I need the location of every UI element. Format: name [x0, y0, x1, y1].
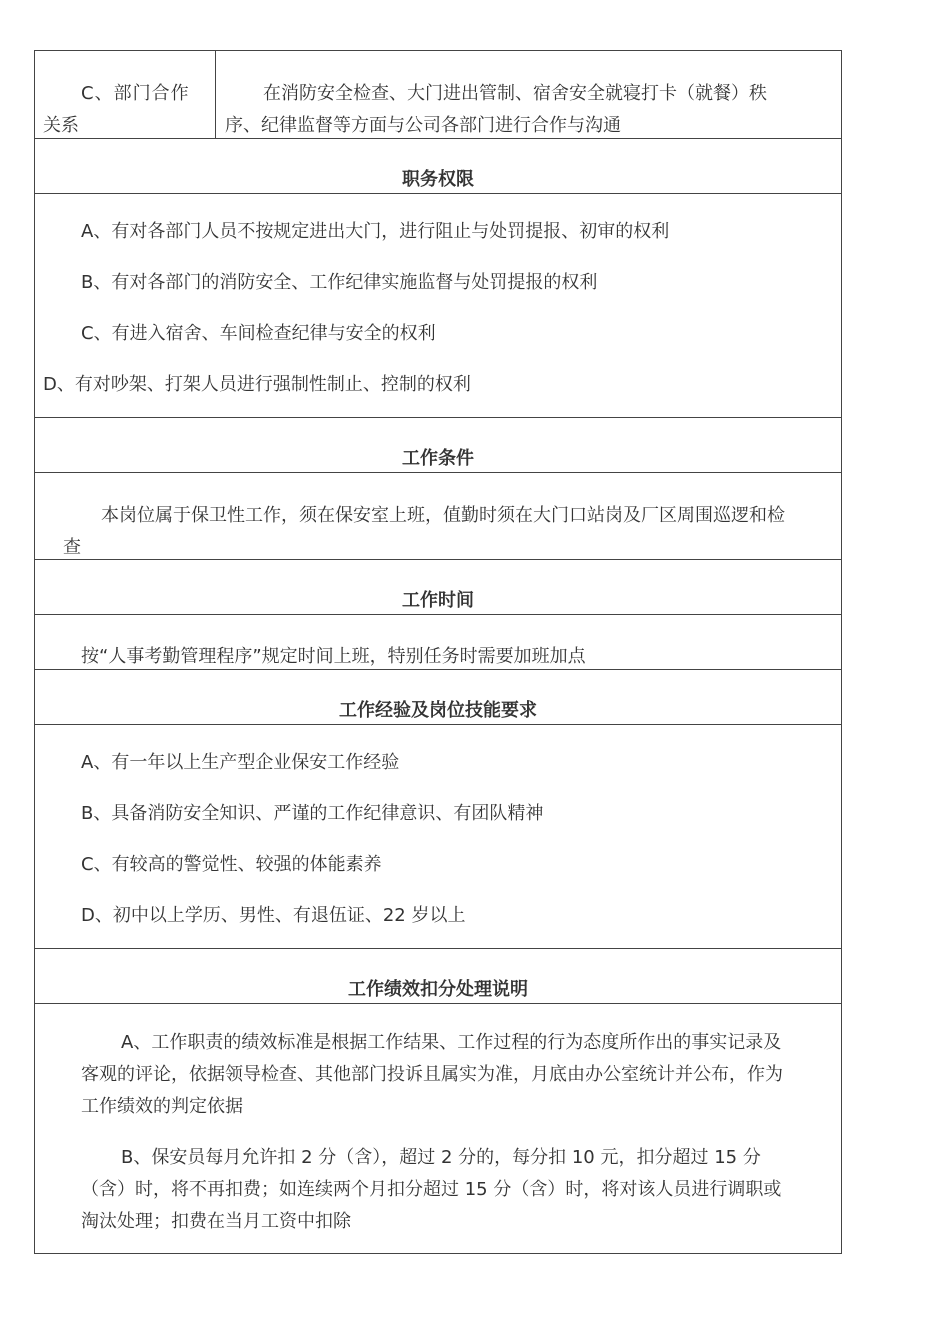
performance-a-line2: 客观的评论，依据领导检查、其他部门投诉且属实为准，月底由办公室统计并公布，作为 [81, 1064, 783, 1085]
performance-b-line2: （含）时，将不再扣费；如连续两个月扣分超过 15 分（含）时，将对该人员进行调职或 [81, 1179, 782, 1200]
requirements-title: 工作经验及岗位技能要求 [339, 700, 537, 721]
authority-item-c: C、有进入宿舍、车间检查纪律与安全的权利 [81, 323, 436, 344]
requirement-item-a: A、有一年以上生产型企业保安工作经验 [81, 752, 400, 773]
performance-header [35, 948, 841, 1003]
requirements-header [35, 669, 841, 724]
hours-text: 按“人事考勤管理程序”规定时间上班，特别任务时需要加班加点 [81, 646, 586, 667]
dept-relation-text-line2: 序、纪律监督等方面与公司各部门进行合作与沟通 [225, 115, 621, 136]
performance-b-line1: B、保安员每月允许扣 2 分（含），超过 2 分的，每分扣 10 元，扣分超过 15 分 [121, 1147, 761, 1168]
dept-relation-row [35, 51, 841, 138]
performance-title: 工作绩效扣分处理说明 [348, 979, 528, 1000]
column-divider [215, 51, 216, 138]
authority-item-d: D、有对吵架、打架人员进行强制性制止、控制的权利 [43, 374, 471, 395]
requirement-item-b: B、具备消防安全知识、严谨的工作纪律意识、有团队精神 [81, 803, 544, 824]
performance-b-line3: 淘汰处理；扣费在当月工资中扣除 [81, 1211, 351, 1232]
conditions-line1: 本岗位属于保卫性工作，须在保安室上班，值勤时须在大门口站岗及厂区周围巡逻和检 [101, 505, 785, 526]
conditions-body [35, 472, 841, 559]
conditions-line2: 查 [63, 537, 81, 558]
authority-list [35, 193, 841, 417]
performance-a-line3: 工作绩效的判定依据 [81, 1096, 243, 1117]
conditions-title: 工作条件 [402, 448, 474, 469]
performance-a-line1: A、工作职责的绩效标准是根据工作结果、工作过程的行为态度所作出的事实记录及 [121, 1032, 782, 1053]
hours-title: 工作时间 [402, 590, 474, 611]
dept-relation-text-line1: 在消防安全检查、大门进出管制、宿舍安全就寝打卡（就餐）秩 [263, 83, 767, 104]
hours-header [35, 559, 841, 614]
dept-relation-label-line1: C、部门合作 [81, 83, 190, 104]
dept-relation-label-line2: 关系 [43, 115, 79, 136]
requirement-item-c: C、有较高的警觉性、较强的体能素养 [81, 854, 382, 875]
requirements-list [35, 724, 841, 948]
hours-body [35, 614, 841, 669]
conditions-header [35, 417, 841, 472]
requirement-item-d: D、初中以上学历、男性、有退伍证、22 岁以上 [81, 905, 466, 926]
authority-header [35, 138, 841, 193]
authority-item-a: A、有对各部门人员不按规定进出大门，进行阻止与处罚提报、初审的权利 [81, 221, 670, 242]
authority-item-b: B、有对各部门的消防安全、工作纪律实施监督与处罚提报的权利 [81, 272, 598, 293]
authority-title: 职务权限 [402, 169, 474, 190]
performance-body [35, 1003, 841, 1253]
job-description-table [34, 50, 842, 1254]
